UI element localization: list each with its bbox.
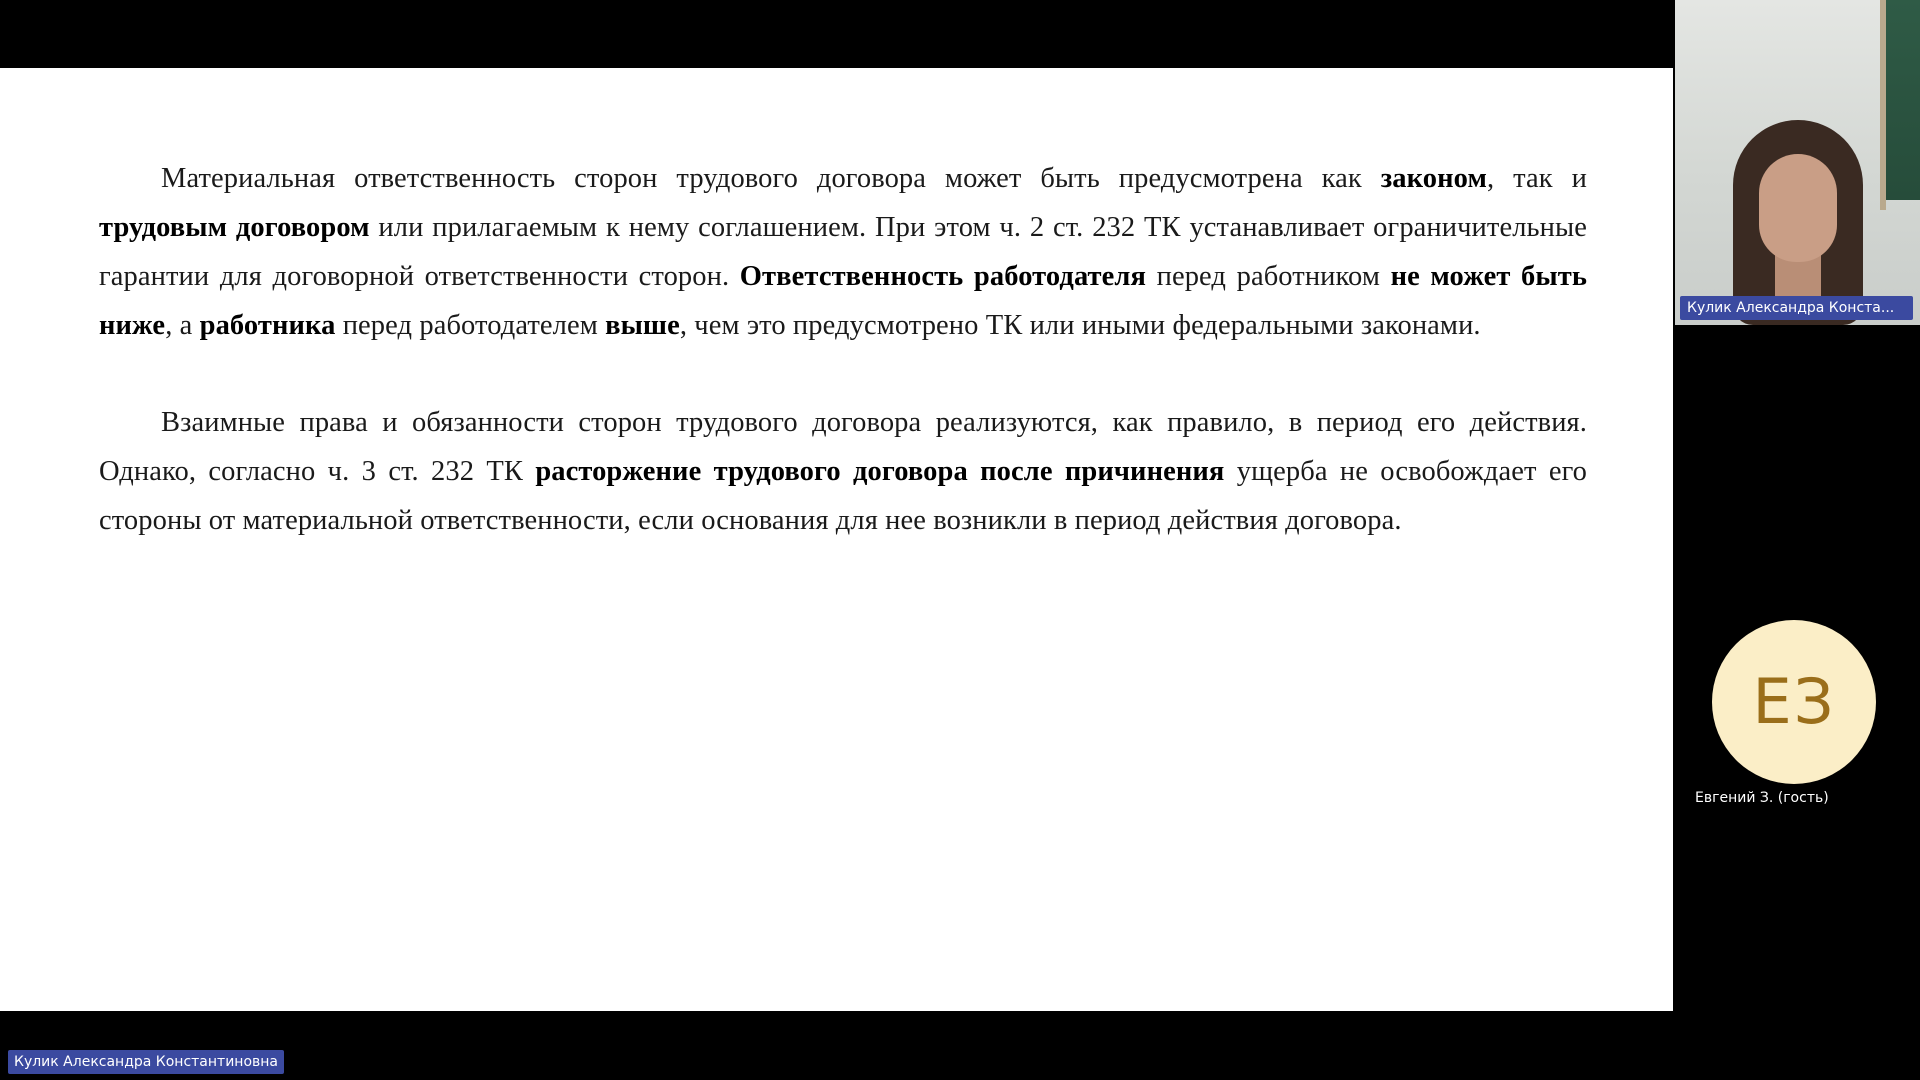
person-face xyxy=(1759,154,1837,262)
video-background-board xyxy=(1886,0,1920,200)
slide-text: перед работником xyxy=(1146,261,1391,292)
slide-bold-text: Ответственность работодателя xyxy=(739,261,1147,292)
slide-bold-text: работника xyxy=(199,310,336,341)
slide-paragraph-2 xyxy=(99,398,1587,545)
shared-slide xyxy=(0,68,1673,1011)
slide-text: , чем это предусмотрено ТК или иными федеральными законами. xyxy=(679,310,1481,341)
participant-video-person xyxy=(1723,120,1873,325)
slide-text: ущерба не освобождает его стороны от материальной ответственности, если основания для нее возникли в период действия договора. xyxy=(99,456,1587,536)
slide-bold-text: трудовым договором xyxy=(99,212,370,243)
video-background-frame xyxy=(1880,0,1886,210)
slide-text: или прилагаемым к нему соглашением. При этом ч. 2 ст. 232 ТК устанавливает ограничительные гарантии для договорной ответственности сторон. xyxy=(99,212,1587,292)
participant-video-name-label: Кулик Александра Конста... xyxy=(1680,296,1913,320)
guest-participant-tile[interactable] xyxy=(1675,600,1920,820)
participant-video-tile[interactable] xyxy=(1675,0,1920,325)
slide-bold-text: законом xyxy=(1380,163,1487,194)
slide-bold-text: выше xyxy=(605,310,680,341)
slide-text: Взаимные права и обязанности сторон трудового договора реализуются, как правило, в период его действия. Однако, согласно ч. 3 ст. 232 ТК xyxy=(99,407,1587,487)
slide-paragraph-1 xyxy=(99,154,1587,350)
presenter-name-label: Кулик Александра Константиновна xyxy=(8,1050,284,1074)
slide-text: , так и xyxy=(1487,163,1587,194)
guest-avatar: ЕЗ xyxy=(1712,620,1876,784)
slide-bold-text: не может быть ниже xyxy=(99,261,1587,341)
slide-text: Материальная ответственность сторон трудового договора может быть предусмотрена как xyxy=(161,163,1381,194)
guest-name-label: Евгений З. (гость) xyxy=(1695,790,1829,806)
slide-text: перед работодателем xyxy=(335,310,606,341)
slide-text: , а xyxy=(165,310,200,341)
slide-bold-text: расторжение трудового договора после причинения xyxy=(535,456,1225,487)
